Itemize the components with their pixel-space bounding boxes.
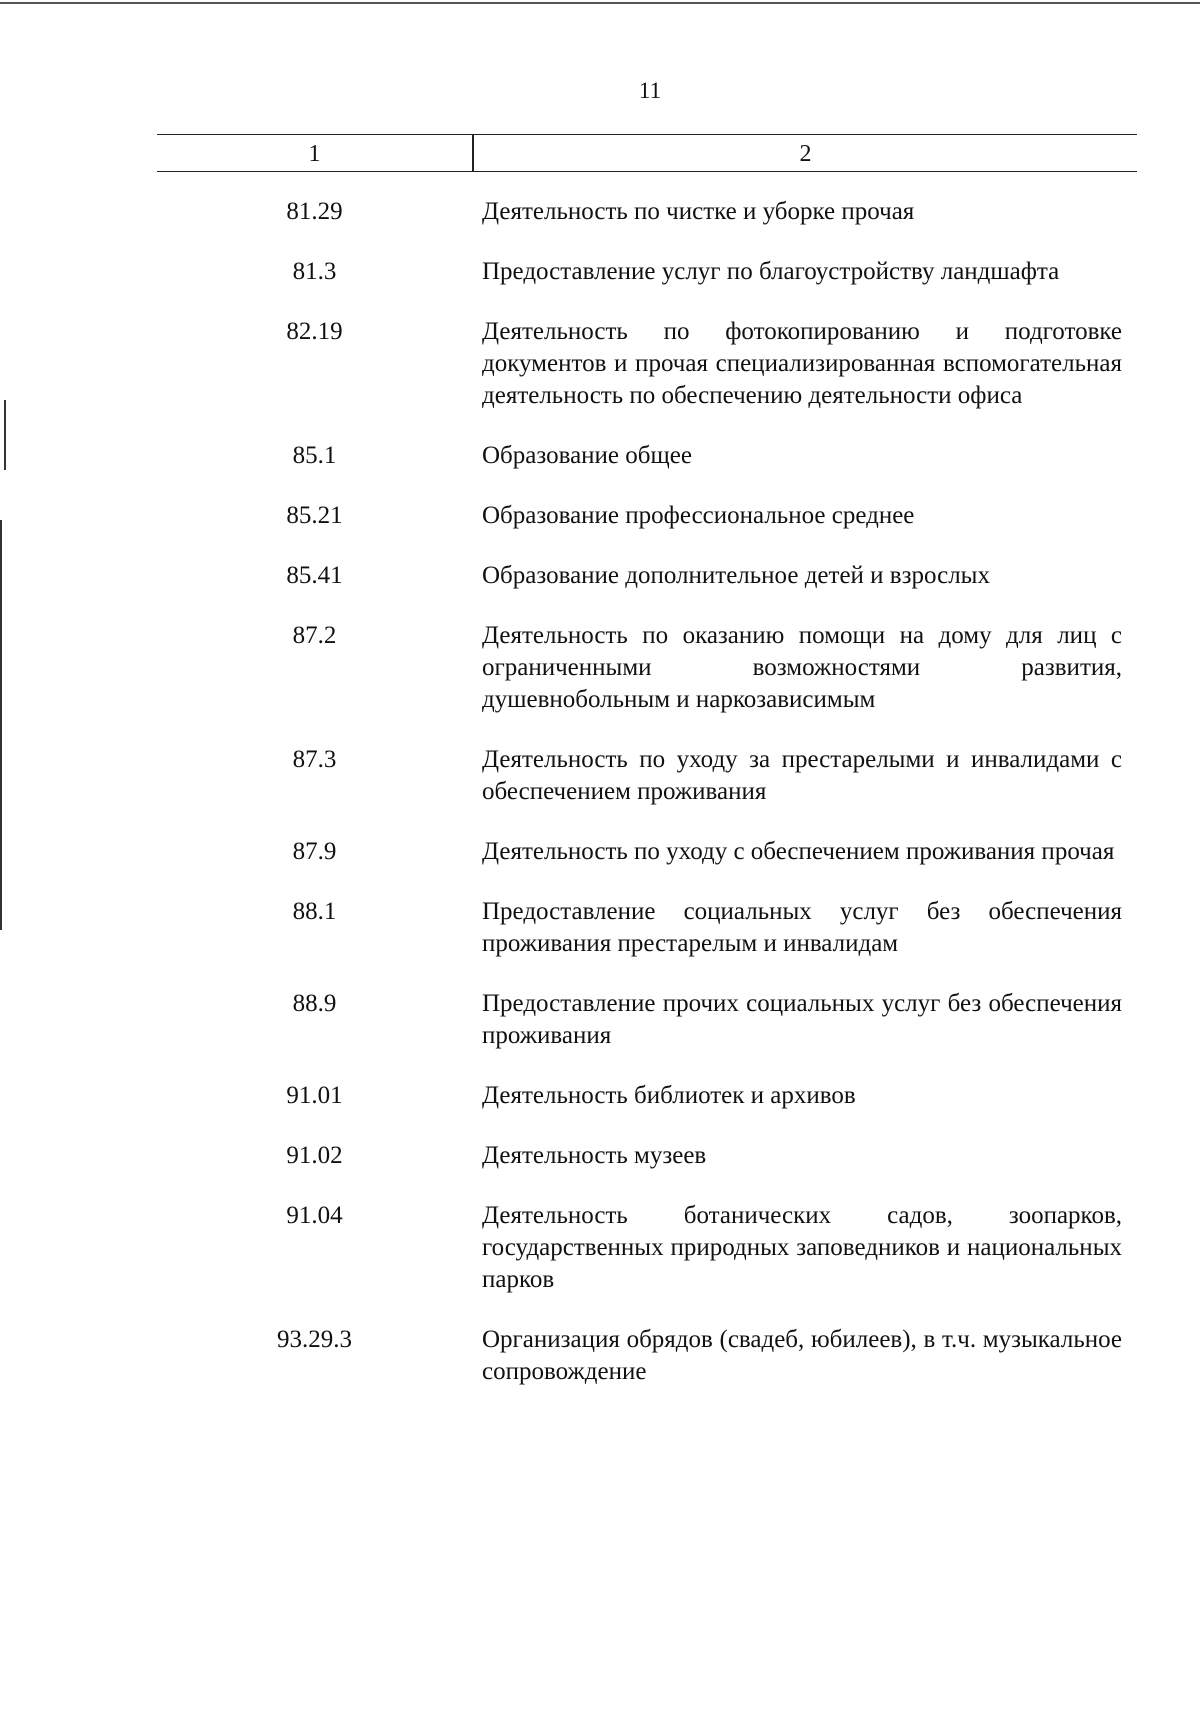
table-header: [157, 134, 1137, 172]
description-cell: [472, 316, 1122, 412]
description-cell: [472, 836, 1122, 868]
table-row: [157, 440, 1137, 472]
activity-description: Деятельность по оказанию помощи на дому для лиц с ограниченными возможностями развития, душевнобольным и наркозависимым: [482, 622, 1122, 713]
table-row: [157, 836, 1137, 868]
scan-edge-line: [0, 2, 1200, 4]
activity-code: 93.29.3: [277, 1326, 352, 1353]
activity-description: Деятельность по уходу за престарелыми и инвалидами с обеспечением проживания: [482, 746, 1122, 805]
page-number: 11: [638, 78, 662, 103]
activity-description: Деятельность по фотокопированию и подготовке документов и прочая специализированная вспомогательная деятельность по обеспечению деятельности офиса: [482, 318, 1122, 409]
column-header-1: 1: [308, 141, 321, 167]
table-row: [157, 896, 1137, 960]
table-row: [157, 988, 1137, 1052]
description-cell: [472, 500, 1122, 532]
table-row: [157, 500, 1137, 532]
activity-description: Предоставление социальных услуг без обеспечения проживания престарелым и инвалидам: [482, 898, 1122, 957]
activity-description: Деятельность библиотек и архивов: [482, 1082, 856, 1109]
activity-description: Образование общее: [482, 442, 692, 469]
table-row: [157, 1140, 1137, 1172]
activity-code: 91.02: [286, 1142, 343, 1169]
activity-code: 85.1: [292, 442, 337, 469]
table-row: [157, 744, 1137, 808]
description-cell: [472, 1324, 1122, 1388]
activity-description: Деятельность по чистке и уборке прочая: [482, 198, 915, 225]
activity-description: Организация обрядов (свадеб, юбилеев), в т.ч. музыкальное сопровождение: [482, 1326, 1122, 1385]
description-cell: [472, 620, 1122, 716]
description-cell: [472, 256, 1122, 288]
activity-description: Предоставление прочих социальных услуг без обеспечения проживания: [482, 990, 1122, 1049]
description-cell: [472, 988, 1122, 1052]
activity-code: 85.21: [286, 502, 343, 529]
activity-code: 82.19: [286, 318, 343, 345]
scan-margin-mark: [4, 400, 6, 470]
table-body: [157, 196, 1137, 1416]
activity-code: 88.1: [292, 898, 337, 925]
activity-code: 88.9: [292, 990, 337, 1017]
table-row: [157, 1200, 1137, 1296]
activity-code: 81.29: [286, 198, 343, 225]
activity-description: Деятельность ботанических садов, зоопарков, государственных природных заповедников и национальных парков: [482, 1202, 1122, 1293]
activity-description: Предоставление услуг по благоустройству ландшафта: [482, 258, 1060, 285]
column-header-2: 2: [799, 141, 812, 167]
description-cell: [472, 896, 1122, 960]
scan-margin-mark: [0, 520, 2, 930]
description-cell: [472, 1200, 1122, 1296]
activity-description: Образование профессиональное среднее: [482, 502, 915, 529]
activity-code: 87.3: [292, 746, 337, 773]
description-cell: [472, 440, 1122, 472]
activity-code: 87.9: [292, 838, 337, 865]
activity-description: Образование дополнительное детей и взрослых: [482, 562, 990, 589]
description-cell: [472, 1140, 1122, 1172]
activity-code: 87.2: [292, 622, 337, 649]
description-cell: [472, 560, 1122, 592]
activity-code: 81.3: [292, 258, 337, 285]
activity-description: Деятельность по уходу с обеспечением проживания прочая: [482, 838, 1115, 865]
activity-code: 91.04: [286, 1202, 343, 1229]
description-cell: [472, 196, 1122, 228]
table-row: [157, 196, 1137, 228]
description-cell: [472, 1080, 1122, 1112]
activity-code: 91.01: [286, 1082, 343, 1109]
description-cell: [472, 744, 1122, 808]
table-row: [157, 1080, 1137, 1112]
activity-description: Деятельность музеев: [482, 1142, 707, 1169]
table-row: [157, 1324, 1137, 1388]
table-row: [157, 620, 1137, 716]
table-row: [157, 316, 1137, 412]
table-row: [157, 256, 1137, 288]
activity-code: 85.41: [286, 562, 343, 589]
table-row: [157, 560, 1137, 592]
